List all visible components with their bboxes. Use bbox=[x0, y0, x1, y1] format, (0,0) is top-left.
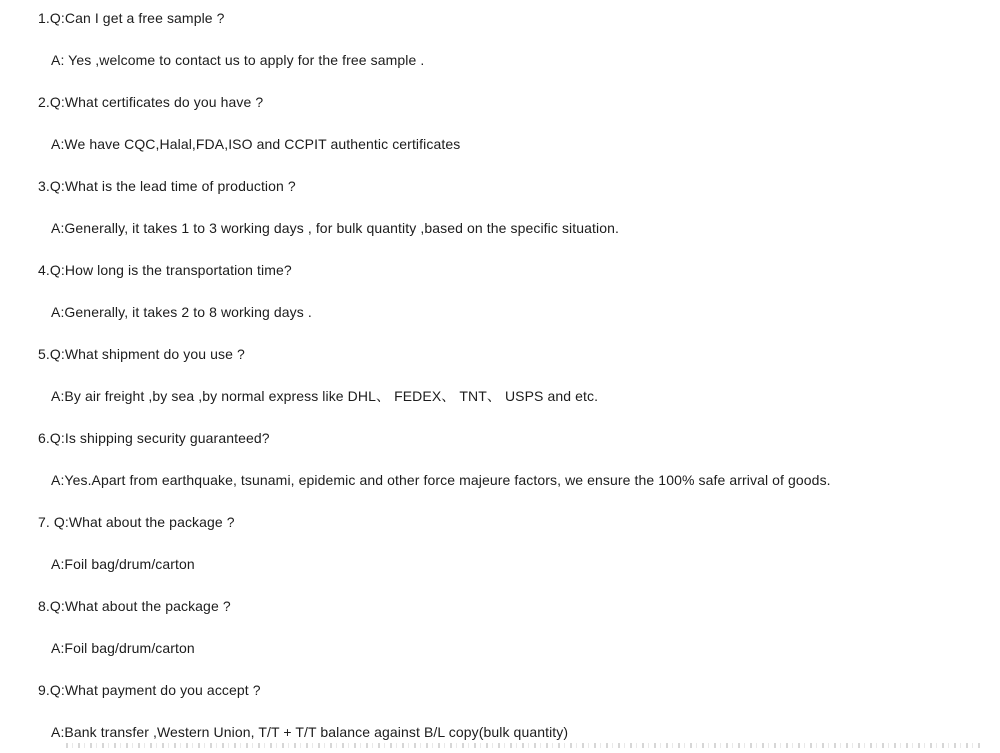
faq-question: 4.Q:How long is the transportation time? bbox=[38, 262, 292, 278]
faq-item bbox=[0, 81, 1000, 165]
faq-item bbox=[0, 585, 1000, 669]
faq-question: 8.Q:What about the package ? bbox=[38, 598, 231, 614]
faq-answer: A:By air freight ,by sea ,by normal express like DHL、 FEDEX、 TNT、 USPS and etc. bbox=[51, 388, 599, 404]
faq-answer: A:Foil bag/drum/carton bbox=[51, 640, 195, 656]
faq-item bbox=[0, 333, 1000, 417]
faq-item bbox=[0, 669, 1000, 753]
faq-question: 2.Q:What certificates do you have ? bbox=[38, 94, 264, 110]
faq-answer: A:Generally, it takes 1 to 3 working days , for bulk quantity ,based on the specific situation. bbox=[51, 220, 619, 236]
faq-question: 3.Q:What is the lead time of production ? bbox=[38, 178, 296, 194]
faq-question: 9.Q:What payment do you accept ? bbox=[38, 682, 261, 698]
faq-item bbox=[0, 249, 1000, 333]
faq-item bbox=[0, 0, 1000, 81]
faq-answer: A:Generally, it takes 2 to 8 working days . bbox=[51, 304, 312, 320]
faq-question: 6.Q:Is shipping security guaranteed? bbox=[38, 430, 270, 446]
faq-item bbox=[0, 417, 1000, 501]
faq-question: 7. Q:What about the package ? bbox=[38, 514, 235, 530]
faq-answer: A:Bank transfer ,Western Union, T/T + T/T balance against B/L copy(bulk quantity) bbox=[51, 724, 569, 740]
faq-answer: A: Yes ,welcome to contact us to apply for the free sample . bbox=[51, 52, 425, 68]
faq-answer: A:Foil bag/drum/carton bbox=[51, 556, 195, 572]
faq-question: 5.Q:What shipment do you use ? bbox=[38, 346, 245, 362]
faq-answer: A:Yes.Apart from earthquake, tsunami, epidemic and other force majeure factors, we ensure the 100% safe arrival of goods. bbox=[51, 472, 831, 488]
faq-answer: A:We have CQC,Halal,FDA,ISO and CCPIT authentic certificates bbox=[51, 136, 461, 152]
faq-question: 1.Q:Can I get a free sample ? bbox=[38, 10, 225, 26]
faq-item bbox=[0, 501, 1000, 585]
clipped-next-line-artifact bbox=[66, 743, 982, 748]
faq-item bbox=[0, 165, 1000, 249]
